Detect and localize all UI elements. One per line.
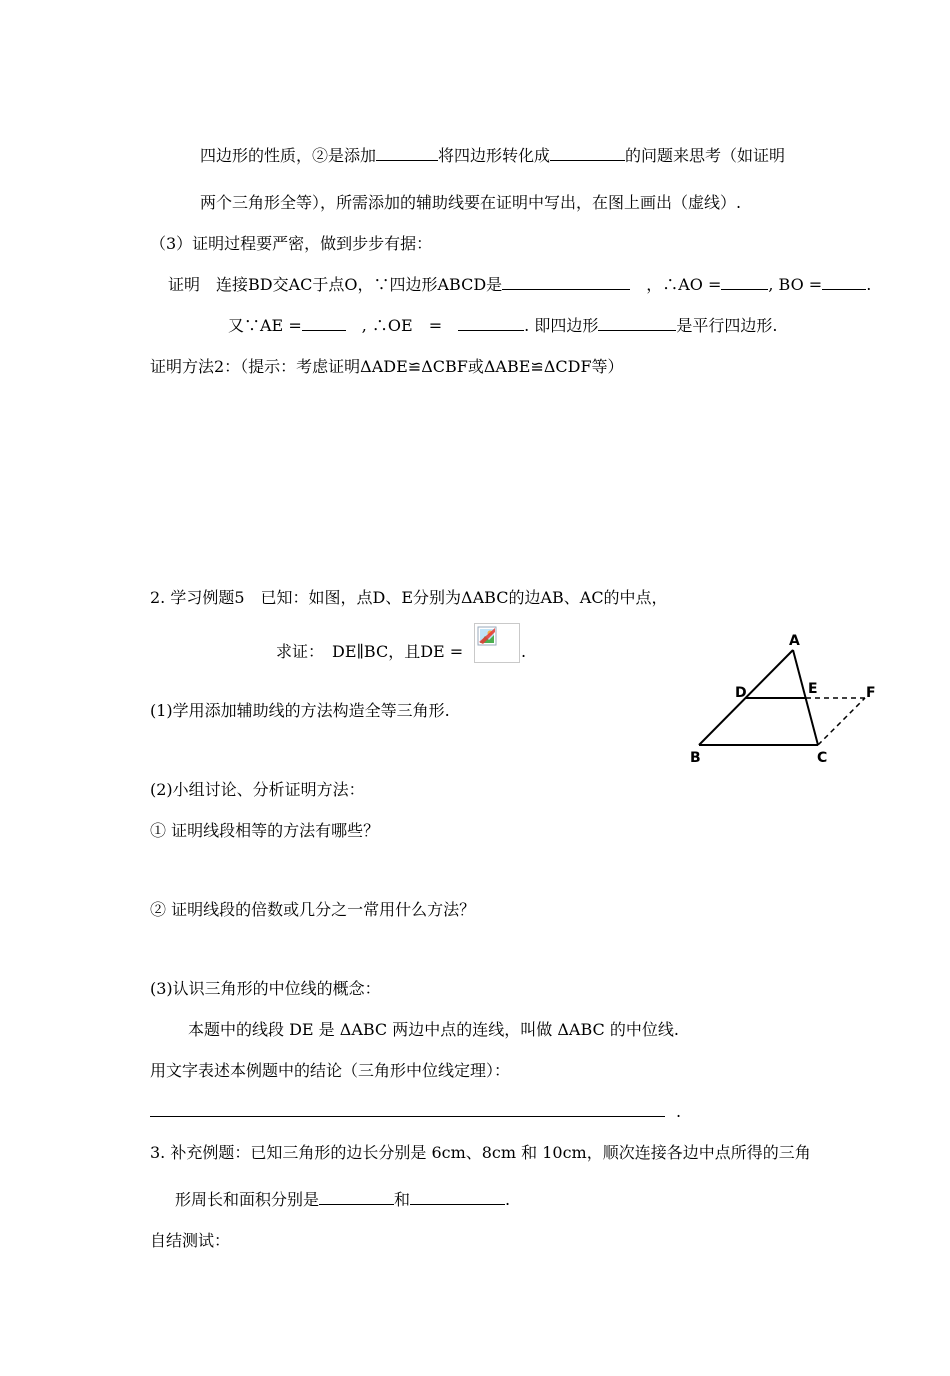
fill-blank	[550, 146, 625, 161]
text-segment: 形周长和面积分别是	[175, 1190, 320, 1209]
text-segment: .	[505, 1190, 511, 1209]
text-line-2: 两个三角形全等），所需添加的辅助线要在证明中写出，在图上画出（虚线）.	[200, 193, 742, 212]
label-F: F	[866, 685, 876, 701]
text-segment: 四边形的性质，②是添加	[200, 146, 377, 165]
question-1: (1)学用添加辅助线的方法构造全等三角形.	[150, 701, 450, 720]
question-2-1: ① 证明线段相等的方法有哪些？	[150, 821, 380, 840]
midline-definition: 本题中的线段 DE 是 ΔABC 两边中点的连线，叫做 ΔABC 的中位线.	[188, 1020, 679, 1039]
proof-line-1	[168, 275, 871, 295]
segment-CF-dashed	[818, 698, 865, 745]
triangle-figure	[680, 625, 900, 770]
theorem-prompt: 用文字表述本例题中的结论（三角形中位线定理）：	[150, 1061, 511, 1080]
fill-blank	[410, 1190, 505, 1205]
prove-period: .	[521, 642, 527, 661]
fill-blank	[822, 275, 866, 290]
label-B: B	[690, 750, 701, 766]
text-segment: 将四边形转化成	[438, 146, 551, 165]
method-2-hint: 证明方法2：（提示：考虑证明ΔADE≌ΔCBF或ΔABE≌ΔCDF等）	[150, 357, 624, 376]
example-3-line-1: 3. 补充例题：已知三角形的边长分别是 6cm、8cm 和 10cm，顺次连接各边中点所得的三角	[150, 1143, 811, 1162]
label-A: A	[789, 633, 800, 649]
text-segment: 求证： DE∥BC，且DE =	[276, 642, 464, 661]
fill-blank	[376, 146, 438, 161]
text-line-1	[200, 146, 785, 166]
example-3-line-2	[175, 1190, 510, 1210]
label-D: D	[735, 685, 747, 701]
text-segment: 的问题来思考（如证明	[625, 146, 786, 165]
question-2-2: ② 证明线段的倍数或几分之一常用什么方法？	[150, 900, 476, 919]
answer-period: .	[676, 1102, 682, 1121]
example-5-header: 2. 学习例题5 已知：如图，点D、E分别为ΔABC的边AB、AC的中点，	[150, 588, 668, 607]
text-segment: ，∴AO =	[646, 275, 722, 294]
self-test-heading: 自结测试：	[150, 1231, 231, 1250]
label-C: C	[817, 750, 828, 766]
step-3-heading: （3）证明过程要严密，做到步步有据：	[150, 234, 433, 253]
fill-blank	[598, 316, 676, 331]
text-segment: , BO =	[768, 275, 823, 294]
label-E: E	[808, 681, 818, 697]
text-segment: . 即四边形	[524, 316, 599, 335]
fill-blank	[721, 275, 768, 290]
text-segment: 证明 连接BD交AC于点O，∵四边形ABCD是	[168, 275, 503, 294]
fill-blank	[502, 275, 630, 290]
fill-blank	[319, 1190, 394, 1205]
prove-statement	[276, 642, 463, 662]
text-segment: , ∴OE =	[361, 316, 443, 335]
fill-blank	[458, 316, 524, 331]
question-2: (2)小组讨论、分析证明方法：	[150, 780, 365, 799]
question-3: (3)认识三角形的中位线的概念：	[150, 979, 381, 998]
text-segment: .	[866, 275, 872, 294]
fill-blank	[302, 316, 346, 331]
text-segment: 是平行四边形.	[676, 316, 778, 335]
answer-line	[150, 1116, 665, 1117]
broken-image-icon	[474, 623, 520, 663]
proof-line-2	[228, 316, 777, 336]
text-segment: 又∵AE =	[228, 316, 302, 335]
text-segment: 和	[394, 1190, 411, 1209]
